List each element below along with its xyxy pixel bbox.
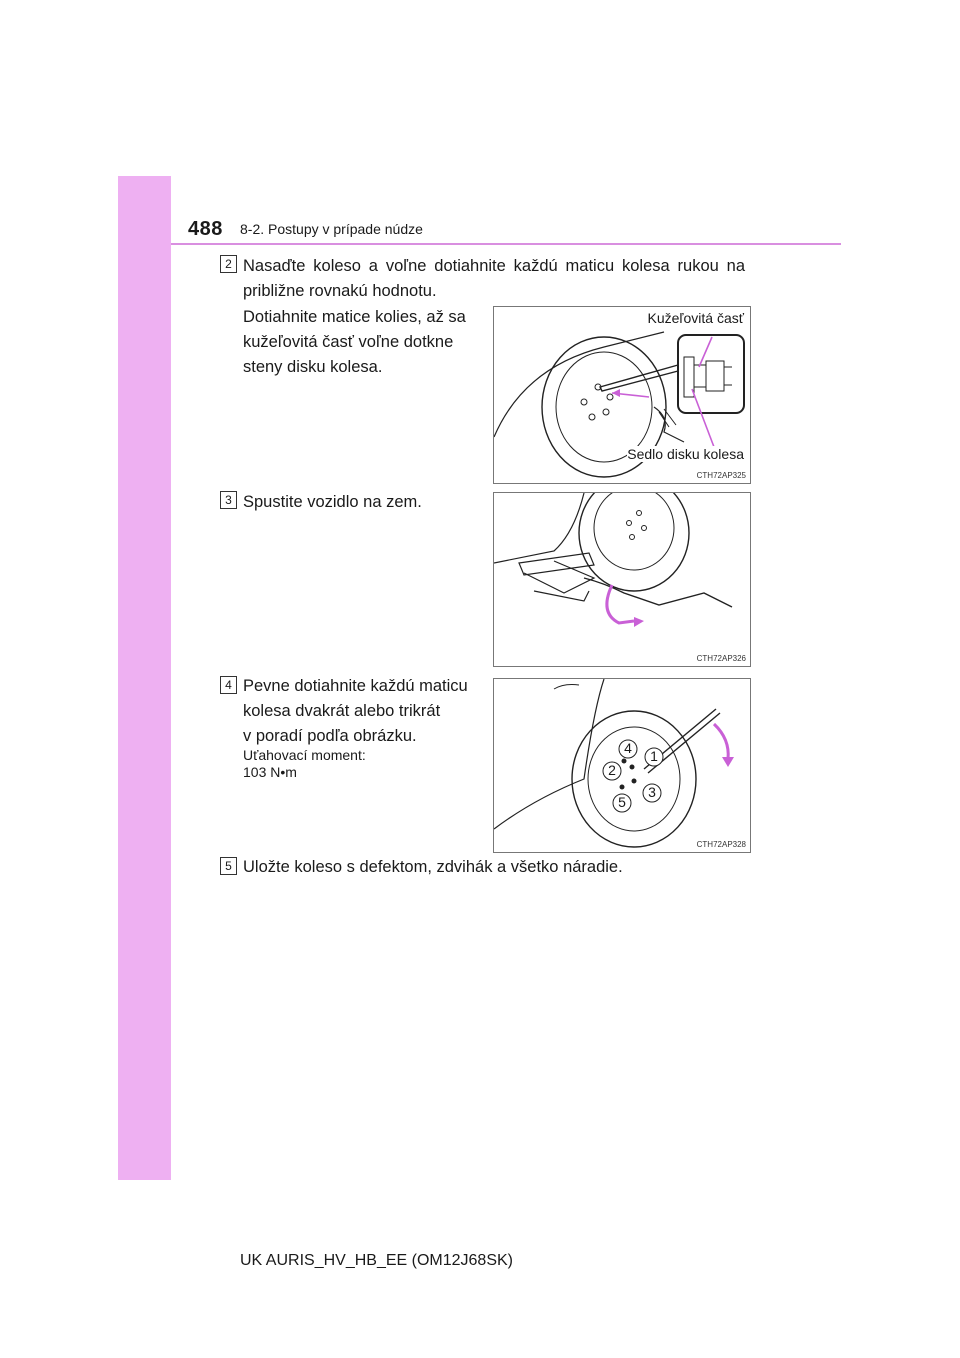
step-2-note-line: kužeľovitá časť voľne dotkne bbox=[243, 333, 454, 351]
section-title: 8-2. Postupy v prípade núdze bbox=[240, 221, 423, 237]
order-label: 2 bbox=[608, 762, 616, 778]
figure-code: CTH72AP326 bbox=[696, 654, 746, 663]
label-cone-part: Kužeľovitá časť bbox=[647, 310, 744, 326]
figure-code: CTH72AP325 bbox=[696, 471, 746, 480]
step-4-text-line: v poradí podľa obrázku. bbox=[243, 727, 417, 745]
step-number-2: 2 bbox=[220, 255, 237, 273]
page-number: 488 bbox=[188, 218, 223, 240]
order-label: 3 bbox=[648, 784, 656, 800]
figure-tightening-order bbox=[493, 678, 751, 853]
label-wheel-seat: Sedlo disku kolesa bbox=[627, 446, 744, 462]
step-2-note-line: steny disku kolesa. bbox=[243, 358, 383, 376]
torque-value: 103 N•m bbox=[243, 764, 297, 780]
figure-lug-nut bbox=[493, 306, 751, 484]
step-4-text-line: kolesa dvakrát alebo trikrát bbox=[243, 702, 441, 720]
torque-label: Uťahovací moment: bbox=[243, 747, 366, 763]
step-5-text: Uložte koleso s defektom, zdvihák a všetko náradie. bbox=[243, 858, 623, 876]
step-2-note bbox=[243, 305, 477, 380]
sidebar-tab bbox=[118, 176, 171, 1180]
header-rule bbox=[171, 243, 841, 245]
step-4-text-line: Pevne dotiahnite každú maticu bbox=[243, 677, 468, 695]
order-label: 4 bbox=[624, 740, 632, 756]
figure-code: CTH72AP328 bbox=[696, 840, 746, 849]
order-label: 5 bbox=[618, 794, 626, 810]
step-number-5: 5 bbox=[220, 857, 237, 875]
step-4-text bbox=[243, 674, 477, 749]
step-2-text: Nasaďte koleso a voľne dotiahnite každú maticu kolesa rukou na približne rovnakú hodnotu. bbox=[243, 257, 745, 300]
footer-model-code: UK AURIS_HV_HB_EE (OM12J68SK) bbox=[240, 1252, 513, 1269]
step-number-4: 4 bbox=[220, 676, 237, 694]
step-number-3: 3 bbox=[220, 491, 237, 509]
step-2-note-line: Dotiahnite matice kolies, až sa bbox=[243, 308, 466, 326]
order-label: 1 bbox=[650, 748, 658, 764]
step-3-text: Spustite vozidlo na zem. bbox=[243, 493, 422, 511]
figure-lower-vehicle bbox=[493, 492, 751, 667]
